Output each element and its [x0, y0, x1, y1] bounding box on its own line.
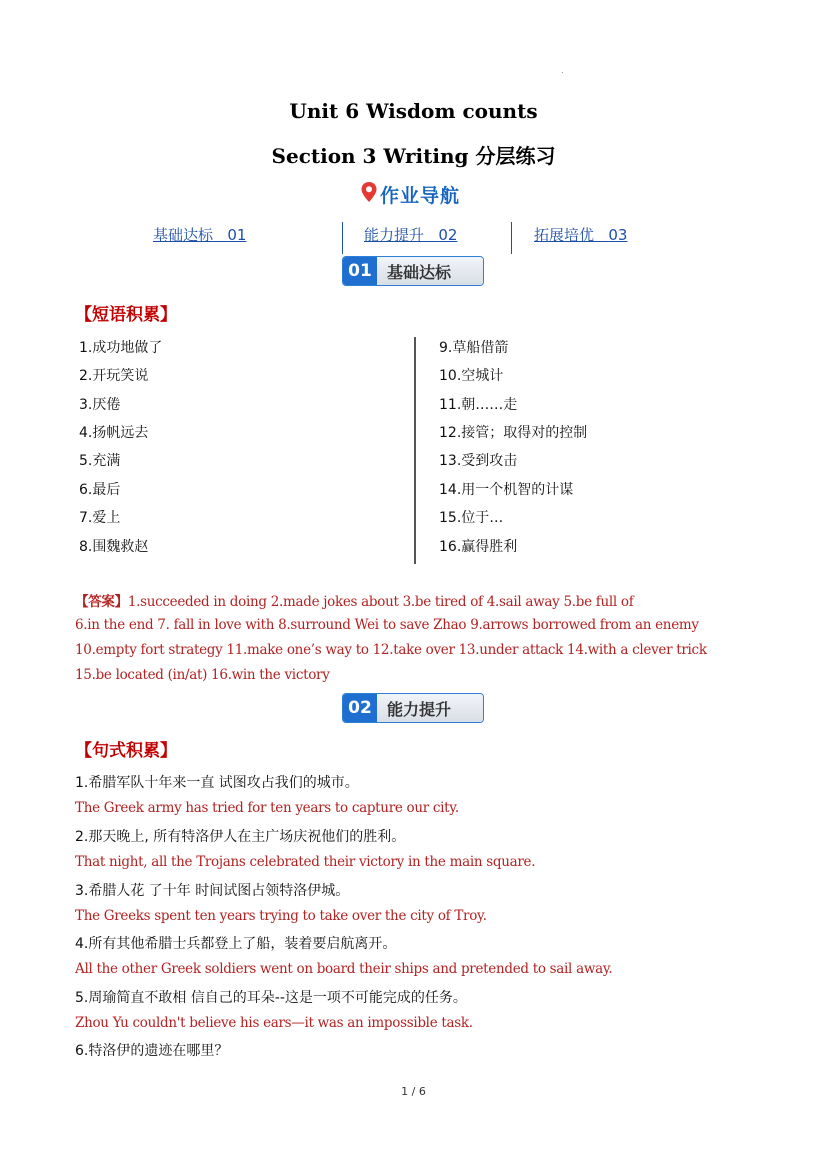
nav-separator	[511, 222, 512, 254]
nav-link-extension-label: 拓展培优	[534, 226, 595, 244]
answer-text: 1.succeeded in doing 2.made jokes about 3.be tired of 4.sail away 5.be full of	[127, 594, 634, 610]
phrase-item: 1.成功地做了	[79, 340, 163, 356]
page-subtitle: Section 3 Writing 分层练习	[271, 144, 556, 168]
column-divider	[414, 337, 416, 564]
phrase-item: 4.扬帆远去	[79, 425, 149, 441]
phrase-item: 15.位于…	[439, 510, 504, 526]
phrase-item: 11.朝……走	[439, 397, 518, 413]
badge-number: 02	[343, 694, 377, 722]
homework-nav-heading	[360, 180, 460, 208]
page-number: 1 / 6	[401, 1085, 426, 1098]
nav-link-extension[interactable]	[534, 224, 627, 245]
nav-link-extension-num: 03	[608, 226, 628, 244]
nav-link-basic-label: 基础达标	[153, 226, 214, 244]
sentence-prompt: 1.希腊军队十年来一直 试图攻占我们的城市。	[75, 775, 359, 791]
phrase-item: 9.草船借箭	[439, 340, 509, 356]
phrase-item: 3.厌倦	[79, 397, 121, 413]
phrase-section-heading: 【短语积累】	[75, 305, 177, 325]
phrase-item: 12.接管；取得对的控制	[439, 425, 588, 441]
location-pin-icon	[360, 181, 378, 207]
section-badge-basic	[342, 256, 484, 286]
phrase-item: 14.用一个机智的计谋	[439, 482, 574, 498]
answer-key-label: 【答案】	[75, 594, 128, 610]
phrase-item: 2.开玩笑说	[79, 368, 149, 384]
answer-line: 6.in the end 7. fall in love with 8.surround Wei to save Zhao 9.arrows borrowed from an enemy	[75, 617, 699, 633]
sentence-section-heading: 【句式积累】	[75, 741, 177, 761]
nav-link-ability-label: 能力提升	[364, 226, 425, 244]
phrase-item: 13.受到攻击	[439, 453, 518, 469]
nav-link-basic-num: 01	[227, 226, 247, 244]
section-badge-ability	[342, 693, 484, 723]
sentence-prompt: 3.希腊人花 了十年 时间试图占领特洛伊城。	[75, 883, 350, 899]
badge-label: 能力提升	[377, 694, 483, 722]
sentence-answer: The Greeks spent ten years trying to take over the city of Troy.	[75, 908, 487, 924]
phrase-item: 7.爱上	[79, 510, 121, 526]
phrase-item: 5.充满	[79, 453, 121, 469]
sentence-prompt: 2.那天晚上, 所有特洛伊人在主广场庆祝他们的胜利。	[75, 829, 406, 845]
sentence-answer: All the other Greek soldiers went on board their ships and pretended to sail away.	[75, 961, 613, 977]
nav-link-basic[interactable]	[153, 224, 246, 245]
phrase-item: 16.赢得胜利	[439, 539, 518, 555]
sentence-answer: The Greek army has tried for ten years to capture our city.	[75, 800, 459, 816]
nav-heading-label: 作业导航	[380, 184, 461, 207]
badge-label: 基础达标	[377, 257, 483, 285]
sentence-prompt: 4.所有其他希腊士兵都登上了船，装着要启航离开。	[75, 936, 397, 952]
answer-line: 10.empty fort strategy 11.make one’s way to 12.take over 13.under attack 14.with a clever trick	[75, 642, 707, 658]
sentence-prompt: 6.特洛伊的遗迹在哪里？	[75, 1043, 229, 1059]
page-title: Unit 6 Wisdom counts	[289, 99, 538, 123]
corner-mark: .	[561, 66, 564, 75]
sentence-prompt: 5.周瑜简直不敢相 信自己的耳朵--这是一项不可能完成的任务。	[75, 990, 467, 1006]
sentence-answer: Zhou Yu couldn't believe his ears—it was an impossible task.	[75, 1015, 473, 1031]
nav-separator	[342, 222, 343, 254]
sentence-answer: That night, all the Trojans celebrated their victory in the main square.	[75, 854, 536, 870]
answer-line: 15.be located (in/at) 16.win the victory	[75, 667, 330, 683]
phrase-item: 8.围魏救赵	[79, 539, 149, 555]
nav-link-ability[interactable]	[364, 224, 457, 245]
badge-number: 01	[343, 257, 377, 285]
answer-line	[75, 590, 633, 610]
phrase-item: 10.空城计	[439, 368, 504, 384]
nav-link-ability-num: 02	[438, 226, 458, 244]
phrase-item: 6.最后	[79, 482, 121, 498]
